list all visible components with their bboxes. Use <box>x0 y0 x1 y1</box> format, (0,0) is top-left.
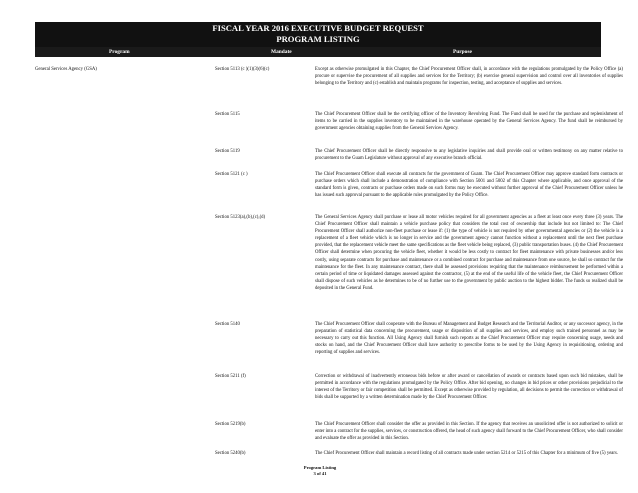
page-number: 3 of 41 <box>313 470 327 476</box>
purpose-cell: Correction or withdrawal of inadvertently erroneous bids before or after award or cancellation of awards or contracts based upon such bid mistakes, shall be permitted in accordance with the regulations promulgated by the Policy Office. After bid opening, no changes in bid prices or other provisions prejudicial to the interest of the Territory or fair competition shall be permitted. Except as otherwise provided by regulation, all decisions to permit the correction or withdrawal of bids shall be supported by a written determination made by the Chief Procurement Officer. <box>315 374 623 401</box>
header-mandate: Mandate <box>271 49 292 55</box>
purpose-cell: The Chief Procurement Officer shall be directly responsive to any legislative inquiries and shall provide oral or written testimony on any matter relative to procurement to the Guam Legislature without approval of any executive branch official. <box>315 149 623 162</box>
mandate-cell: Section 5219(b) <box>215 422 246 427</box>
purpose-cell: The Chief Procurement Officer shall cooperate with the Bureau of Management and Budget Research and the Territorial Auditor, or any successor agency, in the preparation of statistical data concerning the procurement, usage or disposition of all supplies and services, and employ such trained personnel as may be necessary to carry out this function. All Using Agency shall furnish such reports as the Chief Procurement Officer may require concerning usage, needs and stocks on hand, and the Chief Procurement Officer shall have authority to prescribe forms to be used by the Using Agency in requisitioning, ordering and reporting of supplies and services. <box>315 322 623 356</box>
footer-label: Program Listing <box>303 465 337 470</box>
purpose-cell: The Chief Procurement Officer shall consider the offer as provided in this Section. If the agency that receives an unsolicited offer is not authorized to solicit or enter into a contract for the supplies, services, or construction offered, the head of such agency shall forward to the Chief Procurement Officer, who shall consider and evaluate the offer as provided in this Section. <box>315 422 623 442</box>
mandate-cell: Section 5113 (c )(1)(3)(6)(c) <box>215 67 270 72</box>
mandate-cell: Section 5211 (f) <box>215 374 246 379</box>
purpose-cell: The Chief Procurement Officer shall be the certifying officer of the Inventory Revolving Fund. The Fund shall be used for the purchase and replenishment of items to be carried in the supplies inventory to be maintained in the warehouse operated by the General Services Agency. The fund shall be reimbursed by government agencies obtaining supplies from the General Services Agency. <box>315 112 623 132</box>
title-bar <box>35 22 601 47</box>
mandate-cell: Section 5121 (c ) <box>215 172 248 177</box>
purpose-cell: The Chief Procurement Officer shall maintain a record listing of all contracts made under section 5214 or 5215 of this Chapter for a minimum of five (5) years. <box>315 451 619 456</box>
table-header <box>35 47 601 57</box>
purpose-cell: The General Services Agency shall purchase or lease all motor vehicles required for all government agencies as a fleet at least once every three (3) years. The Chief Procurement Officer shall maintain a vehicle purchase policy that considers the total cost of ownership that include but not limited to: The Chief Procurement Officer shall authorize non-fleet purchase or lease if: (1) the type of vehicle is not required by other governmental agencies or (2) the vehicle is a replacement of a fleet vehicle which is no longer in service and the government agency cannot function without a replacement until the next fleet purchase provided, that the replacement vehicle meet the same specifications as the fleet vehicle being replaced, (3) public transportation buses. (4) the Chief Procurement Officer shall determine when procuring the vehicle fleet, whether it would be less costly to contract for fleet maintenance with private businesses and/or less costly, using separate contracts for purchase and maintenance or a combined contract for purchase and maintenance from one source, he shall so contract for the maintenance for the fleet. In any maintenance contract, there shall be assessed provisions requiring that the maintenance reimbursement be performed within a certain period of time or liquidated damages assessed against the contractor, (5) at the end of the useful life of the vehicle fleet, the Chief Procurement Officer shall dispose of such vehicles as he determines to be of no further use to the government by public auction to the highest bidder. The funds so realized shall be deposited in the General Fund. <box>315 215 623 291</box>
mandate-cell: Section 5115 <box>215 112 240 117</box>
program-cell: General Services Agency (GSA) <box>35 67 97 72</box>
page-title: FISCAL YEAR 2016 EXECUTIVE BUDGET REQUEST <box>212 23 424 33</box>
purpose-cell: The Chief Procurement Officer shall execute all contracts for the government of Guam. The Chief Procurement Officer may approve standard form contracts or purchase orders which shall include a demonstration of compliance with Section 5001 and 5002 of this Chapter where applicable, and once approval of the standard form is given, contracts or purchase orders made on such forms may be executed without further approval of the Chief Procurement Officer unless he has issued such approval pursuant to the applicable rules promulgated by the Policy Office. <box>315 172 623 199</box>
page-footer <box>270 465 370 476</box>
mandate-cell: Section 5240(b) <box>215 451 246 456</box>
mandate-cell: Section 5123(a),(b),(c),(d) <box>215 215 266 220</box>
purpose-cell: Except as otherwise promulgated in this Chapter, the Chief Procurement Officer shall, in accordance with the regulations promulgated by the Policy Office (a) procure or supervise the procurement of all supplies and services for the Territory; (b) exercise general supervision and control over all inventories of supplies belonging to the Territory and (c) establish and maintain programs for inspection, testing, and acceptance of supplies and services. <box>315 67 623 87</box>
page-subtitle: PROGRAM LISTING <box>276 34 360 44</box>
header-purpose: Purpose <box>453 49 472 55</box>
header-program: Program <box>109 49 130 55</box>
mandate-cell: Section 5119 <box>215 149 240 154</box>
mandate-cell: Section 5140 <box>215 322 240 327</box>
